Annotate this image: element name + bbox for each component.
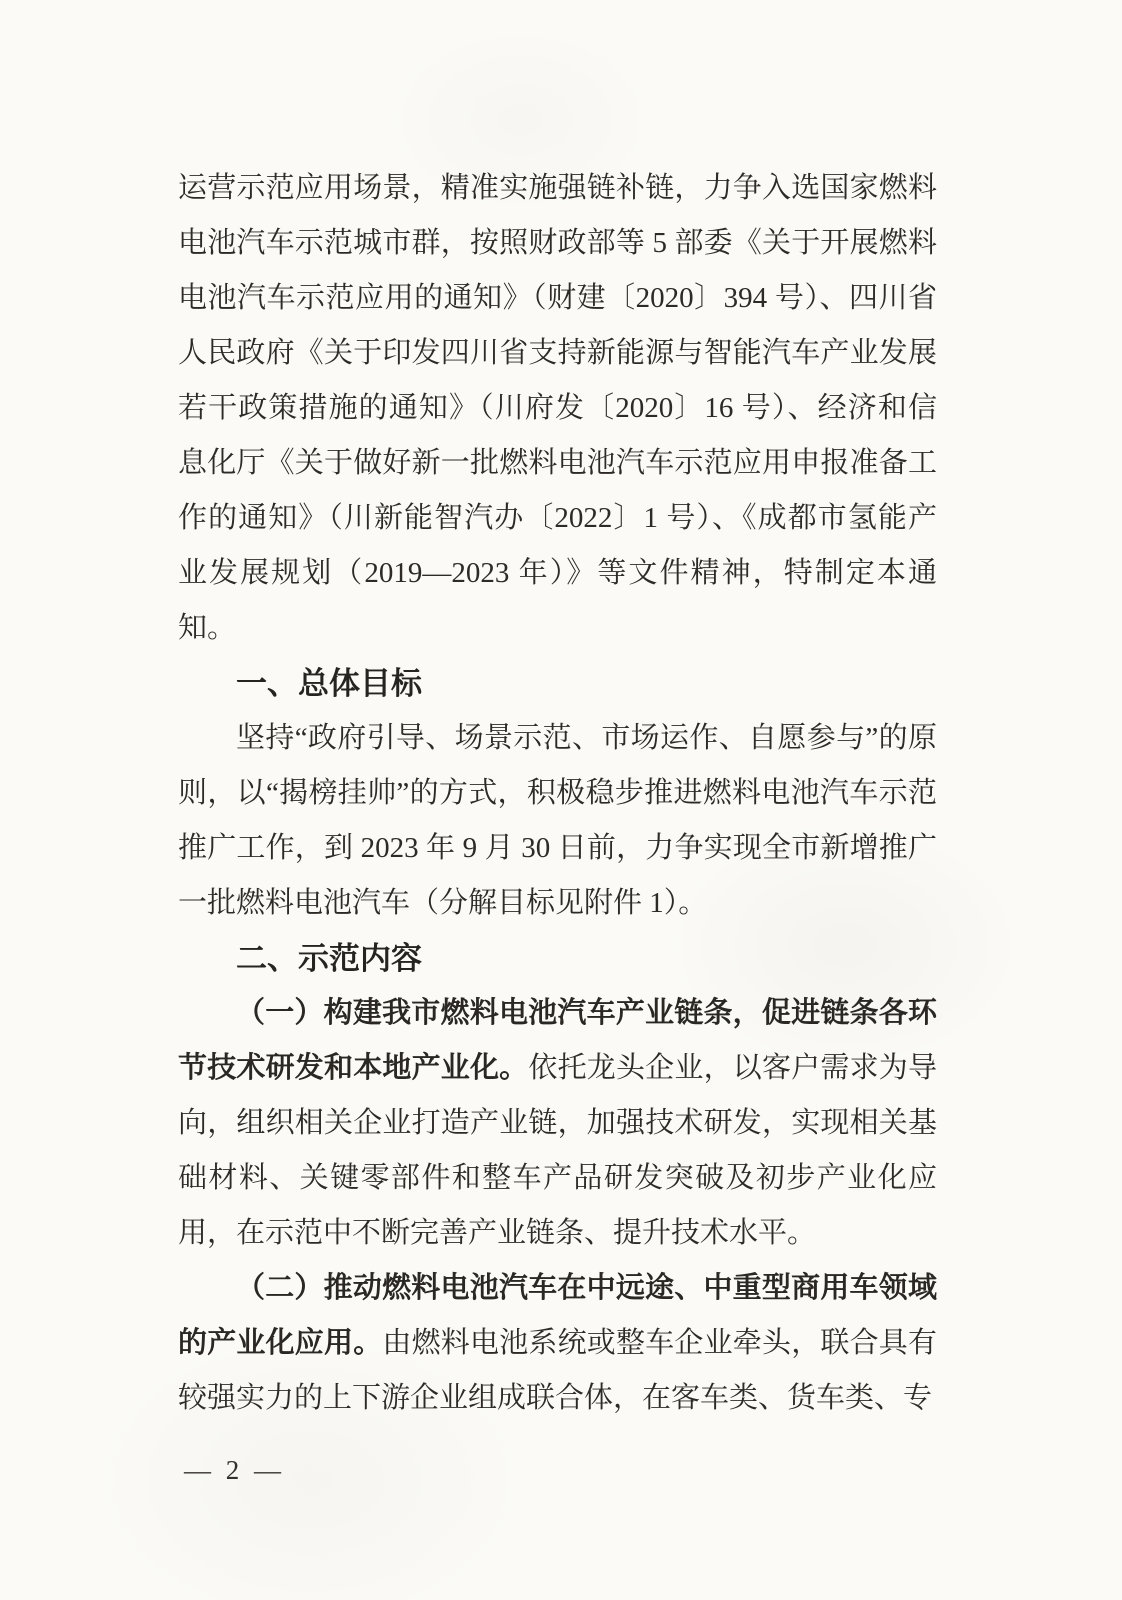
item-1-body-text: 依托龙头企业，以客户需求为导向，组织相关企业打造产业链，加强技术研发，实现相关基础材料、关键零部件和整车产品研发突破及初步产业化应用，在示范中不断完善产业链条、提升技术水平。 <box>178 1052 937 1249</box>
item-2-lead-sentence: （二）推动燃料电池汽车在中远途、中重型商用车领域的产业化应用。 <box>178 1272 937 1359</box>
item-2-body-text: 由燃料电池系统或整车企业牵头，联合具有较强实力的上下游企业组成联合体，在客车类、货车类、专 <box>178 1327 937 1414</box>
paragraph-overall-goals: 坚持“政府引导、场景示范、市场运作、自愿参与”的原则，以“揭榜挂帅”的方式，积极稳步推进燃料电池汽车示范推广工作，到 2023 年 9 月 30 日前，力争实现全市新增推广一批燃料电池汽车（分解目标见附件 1）。 <box>178 722 937 919</box>
page-number: — 2 — <box>184 1455 285 1485</box>
document-body <box>178 161 937 1426</box>
paragraph-item-1 <box>178 986 937 1261</box>
paragraph-item-2 <box>178 1261 937 1426</box>
paragraph-continuation: 运营示范应用场景，精准实施强链补链，力争入选国家燃料电池汽车示范城市群，按照财政部等 5 部委《关于开展燃料电池汽车示范应用的通知》（财建〔2020〕394 号）、四川省人民政府《关于印发四川省支持新能源与智能汽车产业发展若干政策措施的通知》（川府发〔2020〕16 号）、经济和信息化厅《关于做好新一批燃料电池汽车示范应用申报准备工作的通知》（川新能智汽办〔2022〕1 号）、《成都市氢能产业发展规划（2019—2023 年）》等文件精神，特制定本通知。 <box>178 172 937 644</box>
section-heading-overall-goals: 一、总体目标 <box>235 666 422 701</box>
item-1-lead-sentence: （一）构建我市燃料电池汽车产业链条，促进链条各环节技术研发和本地产业化。 <box>178 997 937 1084</box>
section-heading-demonstration-content: 二、示范内容 <box>235 941 422 976</box>
